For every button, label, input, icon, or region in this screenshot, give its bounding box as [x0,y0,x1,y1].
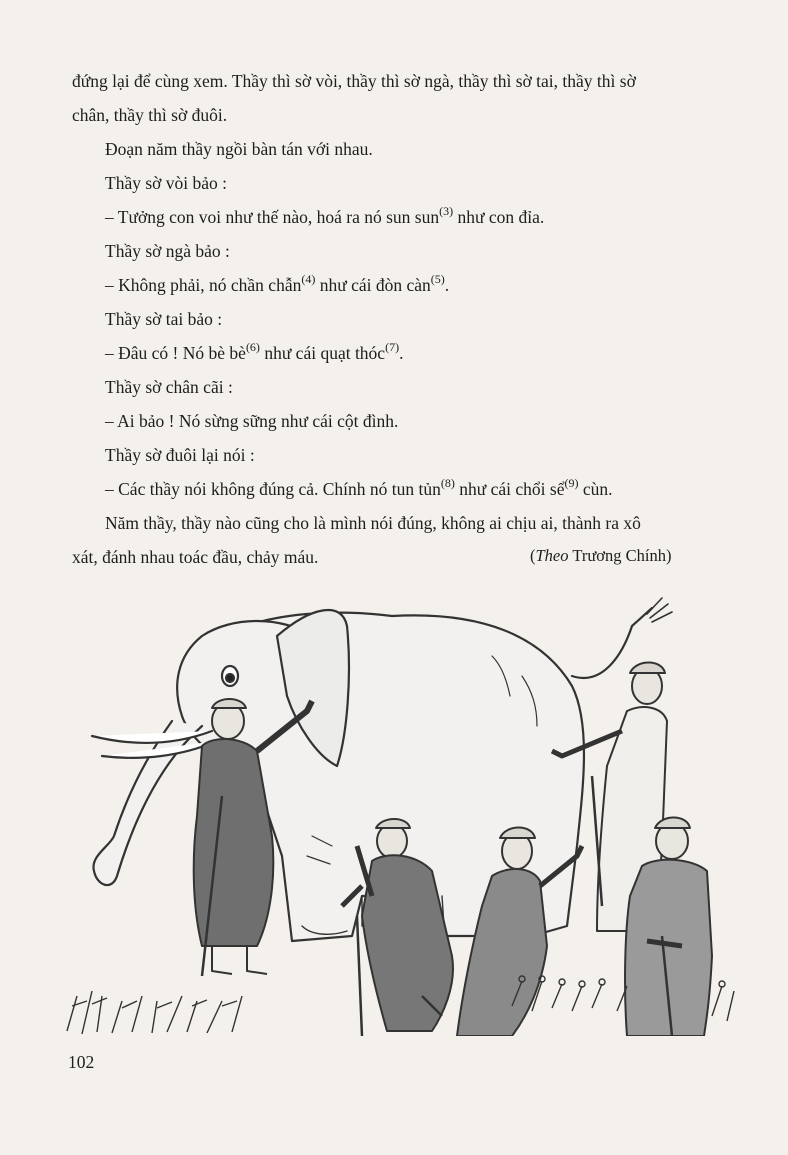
footnote-marker: (6) [245,340,260,355]
text-run: như con đỉa. [453,207,545,227]
text-line [72,268,752,302]
text-line [72,506,752,540]
text-line [72,132,752,166]
text-run: như cái đòn càn [315,275,431,295]
text-line [72,234,752,268]
text-run: – Ai bảo ! Nó sừng sững như cái cột đình. [105,411,399,431]
text-run: Thầy sờ đuôi lại nói : [105,445,255,465]
text-run: Thầy sờ chân cãi : [105,377,233,397]
page-number: 102 [68,1052,95,1072]
text-run: xát, đánh nhau toác đầu, chảy máu. [72,547,319,567]
story-text [72,64,752,574]
text-line [72,98,752,132]
text-run: cùn. [578,479,613,499]
text-run: Thầy sờ ngà bảo : [105,241,230,261]
text-line [72,302,752,336]
text-run: . [444,275,450,295]
text-run: Đoạn năm thầy ngồi bàn tán với nhau. [105,139,373,159]
text-line [72,438,752,472]
text-line [72,64,752,98]
text-run: đứng lại để cùng xem. Thầy thì sờ vòi, thầy thì sờ ngà, thầy thì sờ tai, thầy thì sờ [72,71,636,91]
source-italic: Theo [535,546,569,565]
footnote-marker: (5) [430,272,445,287]
text-run: Thầy sờ tai bảo : [105,309,223,329]
footnote-marker: (7) [385,340,400,355]
elephant-tusk [92,731,212,743]
text-line [72,370,752,404]
text-run: – Các thầy nói không đúng cả. Chính nó tun tủn [105,479,441,499]
text-run: Thầy sờ vòi bảo : [105,173,228,193]
text-line [72,200,752,234]
footnote-marker: (9) [564,476,579,491]
text-line [72,336,752,370]
footnote-marker: (4) [301,272,316,287]
text-run: như cái chổi sể [454,479,565,499]
footnote-marker: (3) [439,204,454,219]
text-run: Năm thầy, thầy nào cũng cho là mình nói đúng, không ai chịu ai, thành ra xô [105,513,641,533]
text-run: như cái quạt thóc [259,343,386,363]
text-run: . [399,343,404,363]
text-run: – Tưởng con voi như thế nào, hoá ra nó sun sun [105,207,440,227]
footnote-marker: (8) [440,476,455,491]
text-run: – Không phải, nó chần chẫn [105,275,302,295]
text-line [72,404,752,438]
source-citation: (Theo Trương Chính) [530,546,672,565]
text-run: – Đâu có ! Nó bè bè [105,343,246,363]
text-line [72,166,752,200]
blind-men-and-elephant-illustration [62,596,738,1036]
text-line [72,472,752,506]
text-run: chân, thầy thì sờ đuôi. [72,105,228,125]
